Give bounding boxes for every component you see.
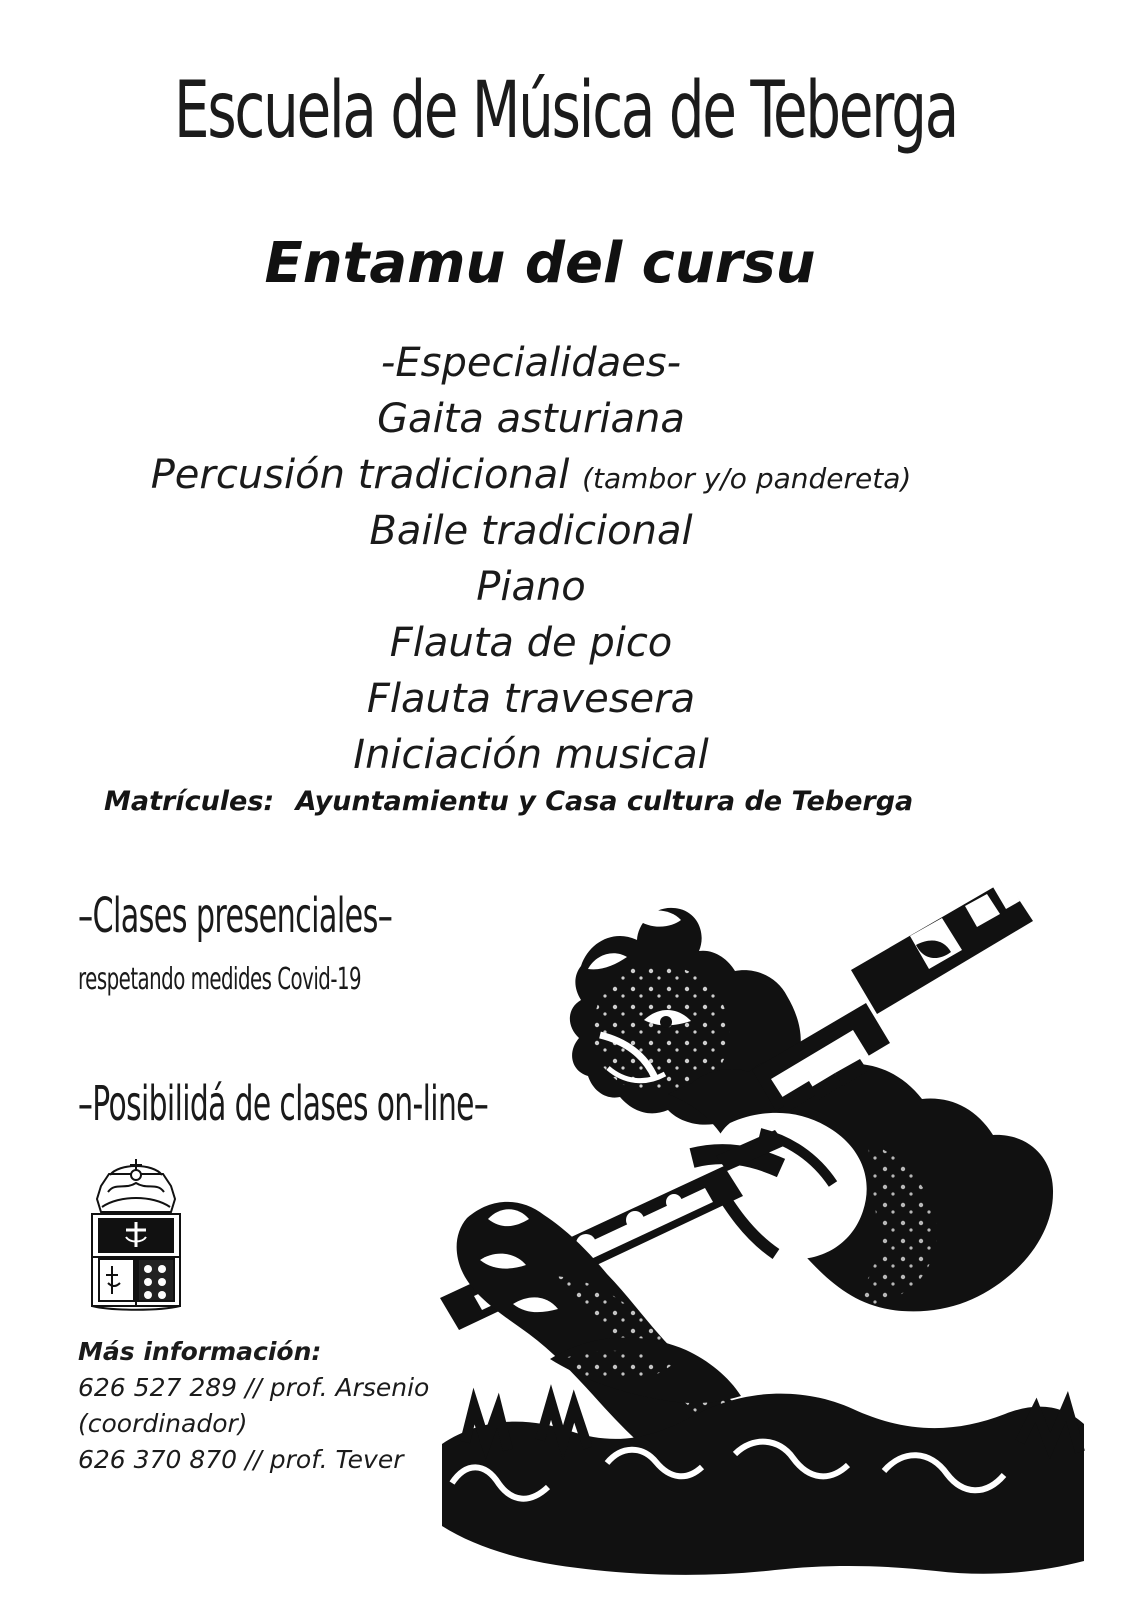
coat-of-arms-icon — [84, 1155, 188, 1312]
presential-classes-heading: –Clases presenciales– — [78, 888, 393, 944]
specialty-item: Flauta travesera — [366, 676, 696, 722]
bagpipe-drone-icon — [851, 879, 1033, 1014]
specialties-heading: -Especialidaes- — [380, 340, 682, 386]
specialty-item: Percusión tradicional — [150, 452, 570, 498]
specialty-item: Baile tradicional — [369, 508, 693, 554]
covid-note: respetando medides Covid-19 — [78, 962, 362, 997]
registration-line — [104, 785, 1024, 819]
specialty-item: Piano — [476, 564, 586, 610]
bear-bagpipe-illustration — [430, 858, 1090, 1586]
percussion-note: (tambor y/o pandereta) — [582, 462, 912, 495]
online-classes-heading: –Posibilidá de clases on-line– — [78, 1076, 489, 1132]
registration-label: Matrícules: — [104, 786, 275, 817]
specialty-item: Flauta de pico — [389, 620, 673, 666]
contact-line: (coordinador) — [78, 1409, 248, 1438]
registration-value: Ayuntamientu y Casa cultura de Teberga — [295, 786, 914, 817]
specialties-list — [0, 335, 1062, 783]
course-start-heading: Entamu del cursu — [264, 231, 816, 296]
specialty-item-percussion — [0, 447, 1062, 503]
grass-ground-icon — [442, 1394, 1084, 1575]
contact-line: 626 527 289 // prof. Arsenio — [78, 1373, 430, 1402]
specialty-item: Iniciación musical — [353, 732, 709, 778]
contact-information-title: Más información: — [78, 1337, 322, 1366]
contact-line: 626 370 870 // prof. Tever — [78, 1445, 404, 1474]
contact-information — [78, 1334, 478, 1478]
page-title: Escuela de Música de Teberga — [174, 66, 957, 156]
specialty-item: Gaita asturiana — [377, 396, 685, 442]
